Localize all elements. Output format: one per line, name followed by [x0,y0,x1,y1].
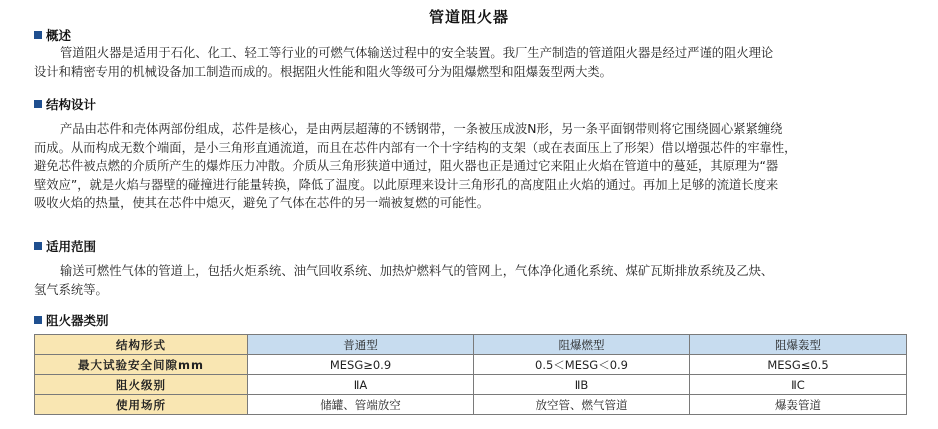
page-title: 管道阻火器 [428,8,509,26]
square-bullet-icon [34,316,42,324]
paragraph-line: 避免芯件被点燃的介质所产生的爆炸压力冲散。介质从三角形狭道中通过，阻火器也正是通过它来阻止火焰在管道中的蔓延，其原理为“器 [34,159,779,173]
structure-paragraph [34,120,904,213]
square-bullet-icon [34,31,42,39]
paragraph-line: 输送可燃性气体的管道上，包括火炬系统、油气回收系统、加热炉燃料气的管网上，气体净化通化系统、煤矿瓦斯排放系统及乙炔、 [60,264,774,278]
paragraph-line: 而成。从而构成无数个端面，是小三角形直通流道，而且在芯件内部有一个十字结构的支架（或在表面压上了形架）借以增强芯件的牢靠性， [34,140,797,155]
square-bullet-icon [34,100,42,108]
section-heading-overview [34,27,71,43]
column-header-deflagration: 阻爆燃型 [474,335,690,355]
row-header-mesg: 最大试验安全间隙mm [35,355,248,375]
table-cell: MESG≥0.9 [248,355,474,375]
table-cell: ⅡB [474,375,690,395]
table-corner-header: 结构形式 [35,335,248,355]
paragraph-line: 氢气系统等。 [34,282,108,297]
table-cell: 爆轰管道 [690,395,907,415]
section-heading-label: 结构设计 [46,97,97,112]
table-cell: MESG≤0.5 [690,355,907,375]
table-cell: 储罐、管端放空 [248,395,474,415]
paragraph-line: 吸收火焰的热量，使其在芯件中熄灭，避免了气体在芯件的另一端被复燃的可能性。 [34,196,489,210]
section-heading-structure [34,96,96,112]
table-row [35,355,907,375]
table-row [35,375,907,395]
section-heading-scope [34,238,96,254]
section-heading-types [34,312,109,328]
table-row [35,395,907,415]
column-header-detonation: 阻爆轰型 [690,335,907,355]
table-cell: 0.5＜MESG＜0.9 [474,355,690,375]
table-cell: 放空管、燃气管道 [474,395,690,415]
column-header-general: 普通型 [248,335,474,355]
square-bullet-icon [34,242,42,250]
paragraph-line: 壁效应”，就是火焰与器壁的碰撞进行能量转换，降低了温度。以此原理来设计三角形孔的高度阻止火焰的通过。再加上足够的流道长度来 [34,177,779,192]
paragraph-line: 管道阻火器是适用于石化、化工、轻工等行业的可燃气体输送过程中的安全装置。我厂生产制造的管道阻火器是经过严谨的阻火理论 [60,46,774,60]
section-heading-label: 阻火器类别 [46,313,109,328]
row-header-usage: 使用场所 [35,395,248,415]
table-cell: ⅡC [690,375,907,395]
scope-paragraph [34,262,904,299]
row-header-grade: 阻火级别 [35,375,248,395]
table-cell: ⅡA [248,375,474,395]
flame-arrester-types-table [34,334,907,415]
overview-paragraph [34,44,904,81]
table-header-row [35,335,907,355]
section-heading-label: 概述 [46,28,72,43]
paragraph-line: 设计和精密专用的机械设备加工制造而成的。根据阻火性能和阻火等级可分为阻爆燃型和阻爆轰型两大类。 [34,64,612,79]
paragraph-line: 产品由芯件和壳体两部份组成，芯件是核心，是由两层超薄的不锈钢带，一条被压成波N形，另一条平面钢带则将它围绕圆心紧紧缠绕 [60,122,783,136]
section-heading-label: 适用范围 [46,239,97,254]
